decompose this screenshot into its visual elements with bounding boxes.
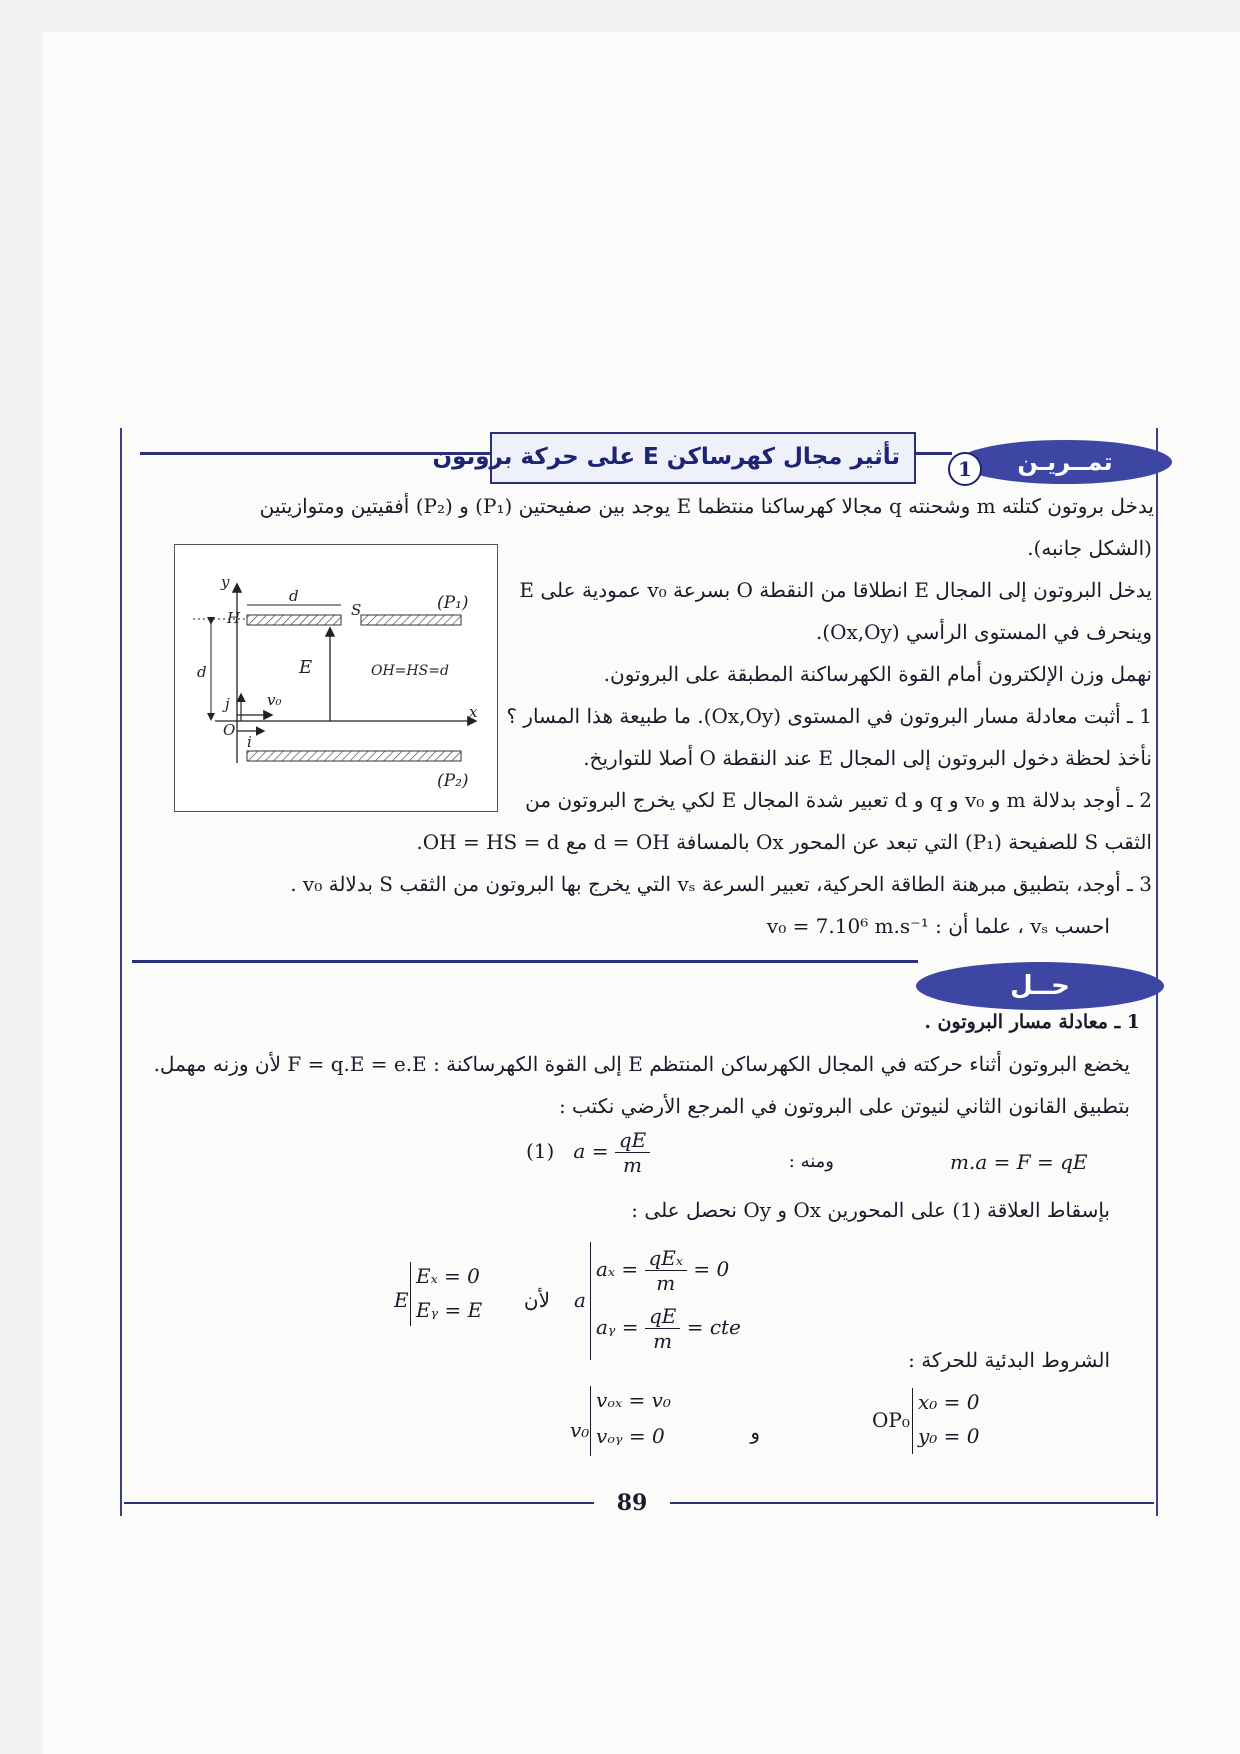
- solution-badge-label: حــل: [1010, 971, 1070, 1001]
- v0-vector: v₀: [570, 1418, 590, 1442]
- statement-line: نهمل وزن الإلكترون أمام القوة الكهرساكنة المطبقة على البروتون.: [603, 662, 1152, 686]
- v0-y: vₒᵧ = 0: [596, 1424, 665, 1448]
- label-x: x: [469, 703, 478, 721]
- eq-a-tag: (1): [526, 1139, 555, 1163]
- statement-line: نأخذ لحظة دخول البروتون إلى المجال E عند النقطة O أصلا للتواريخ.: [583, 746, 1152, 770]
- field-ex: Eₓ = 0: [416, 1264, 480, 1288]
- exercise-number: 1: [948, 452, 982, 486]
- eq-acceleration: [526, 1128, 650, 1177]
- field-brace: [410, 1262, 411, 1326]
- op0-y: y₀ = 0: [918, 1424, 980, 1448]
- statement-line: الثقب S للصفيحة (P₁) التي تبعد عن المحور Ox بالمسافة d = OH مع OH = HS = d.: [416, 830, 1152, 854]
- label-o: O: [223, 721, 236, 739]
- op0-brace: [912, 1388, 913, 1454]
- ay-fraction: [645, 1304, 680, 1353]
- acc-x: [596, 1246, 729, 1295]
- statement-line: 2 ـ أوجد بدلالة m و v₀ و q و d تعبير شدة المجال E لكي يخرج البروتون من: [525, 788, 1152, 812]
- ax-num: qEₓ: [645, 1246, 688, 1271]
- eq-conj: ومنه :: [788, 1151, 834, 1172]
- and-label: و: [750, 1420, 760, 1444]
- label-e: E: [299, 657, 313, 678]
- ay-den: m: [653, 1329, 673, 1353]
- v0-x: vₒₓ = v₀: [596, 1388, 671, 1412]
- statement-line: (الشكل جانبه).: [1027, 536, 1152, 560]
- solution-section-1: 1 ـ معادلة مسار البروتون .: [924, 1011, 1140, 1033]
- statement-line: 1 ـ أثبت معادلة مسار البروتون في المستوى (Ox,Oy). ما طبيعة هذا المسار ؟: [506, 704, 1152, 728]
- label-relation: OH=HS=d: [371, 663, 449, 679]
- solution-line-3: بإسقاط العلاقة (1) على المحورين Ox و Oy نحصل على :: [631, 1198, 1110, 1222]
- exercise-title: تأثير مجال كهرساكن E على حركة بروتون: [432, 444, 900, 470]
- statement-line: 3 ـ أوجد، بتطبيق مبرهنة الطاقة الحركية، تعبير السرعة vₛ التي يخرج بها البروتون من الثقب S بدلالة v₀ .: [290, 872, 1152, 896]
- ay-rhs: = cte: [686, 1315, 741, 1339]
- acc-vector: a: [574, 1288, 586, 1312]
- initial-conditions: الشروط البدئية للحركة :: [908, 1348, 1110, 1372]
- plate-top-left: [247, 615, 341, 625]
- eq-a-lhs: a =: [573, 1139, 609, 1163]
- op0-vector: OP₀: [872, 1408, 910, 1432]
- label-p1: (P₁): [437, 593, 469, 613]
- label-h: H: [227, 609, 241, 627]
- ay-num: qE: [645, 1304, 680, 1329]
- label-j: j: [225, 695, 230, 713]
- statement-line: وينحرف في المستوى الرأسي (Ox,Oy).: [815, 620, 1152, 644]
- solution-badge: [916, 962, 1164, 1010]
- footer-rule-right: [670, 1502, 1154, 1504]
- header-rule-right: [912, 452, 952, 455]
- label-i: i: [247, 733, 252, 751]
- label-v0: v₀: [267, 691, 282, 709]
- plate-bottom: [247, 751, 461, 761]
- label-d-left: d: [197, 663, 207, 681]
- ax-lhs: aₓ =: [596, 1257, 639, 1281]
- statement-line: احسب vₛ ، علما أن : v₀ = 7.10⁶ m.s⁻¹: [766, 914, 1110, 938]
- label-d-top: d: [289, 587, 299, 605]
- ax-fraction: [645, 1246, 688, 1295]
- statement-line: يدخل البروتون إلى المجال E انطلاقا من النقطة O بسرعة v₀ عمودية على E: [519, 578, 1152, 602]
- because-label: لأن: [523, 1288, 550, 1312]
- acc-brace: [590, 1242, 591, 1360]
- label-p2: (P₂): [437, 771, 469, 791]
- eq-a-fraction: [615, 1128, 650, 1177]
- field-vector: E: [394, 1288, 409, 1312]
- ax-den: m: [656, 1271, 676, 1295]
- statement-line: يدخل بروتون كتلته m وشحنته q مجالا كهرساكنا منتظما E يوجد بين صفيحتين (P₁) و (P₂) أفقيتين ومتوازيتين: [259, 494, 1154, 518]
- eq-a-den: m: [623, 1153, 643, 1177]
- footer-rule-left: [124, 1502, 594, 1504]
- plates-diagram: [174, 544, 498, 812]
- solution-line-1: يخضع البروتون أثناء حركته في المجال الكهرساكن المنتظم E إلى القوة الكهرساكنة : F = q.E = e.E لأن وزنه مهمل.: [153, 1052, 1130, 1076]
- page-number: 89: [616, 1490, 648, 1516]
- plate-top-right: [361, 615, 461, 625]
- solution-rule: [132, 960, 918, 963]
- solution-line-2: بتطبيق القانون الثاني لنيوتن على البروتون في المرجع الأرضي نكتب :: [558, 1094, 1130, 1118]
- acc-y: [596, 1304, 741, 1353]
- exercise-badge: [958, 440, 1172, 484]
- ax-rhs: = 0: [693, 1257, 730, 1281]
- label-y: y: [221, 573, 230, 591]
- op0-x: x₀ = 0: [918, 1390, 980, 1414]
- v0-brace: [590, 1386, 591, 1456]
- exercise-badge-label: تمــريـن: [1017, 448, 1113, 476]
- label-s: S: [351, 601, 362, 619]
- ay-lhs: aᵧ =: [596, 1315, 639, 1339]
- eq-a-num: qE: [615, 1128, 650, 1153]
- eq-newton: m.a = F = qE: [950, 1150, 1088, 1174]
- field-ey: Eᵧ = E: [416, 1298, 483, 1322]
